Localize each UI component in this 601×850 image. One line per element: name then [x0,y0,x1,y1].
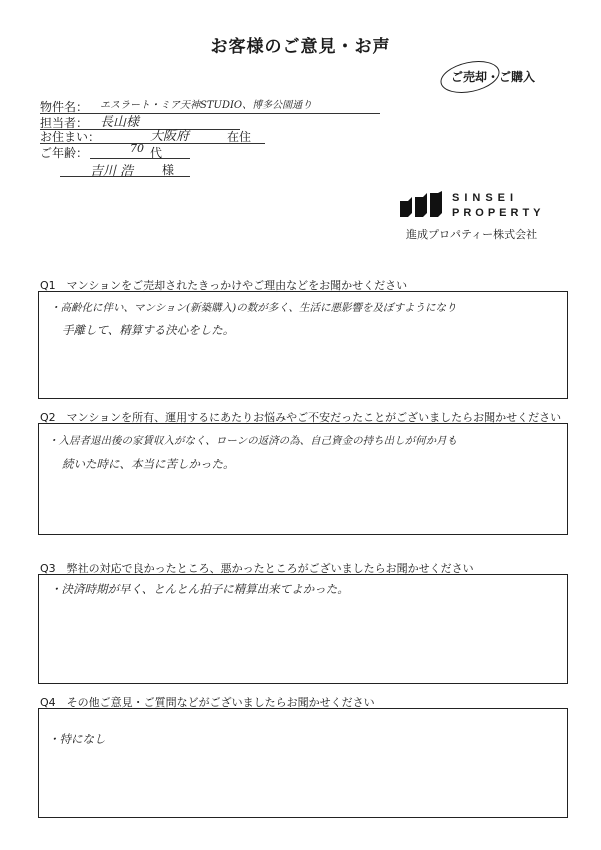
address-value: 大阪府 [150,129,190,144]
staff-label: 担当者： [40,116,89,130]
answer-2-line-2: 続いた時に、本当に苦しかった。 [62,457,235,471]
address-suffix: 在住 [227,130,252,144]
customer-name-suffix: 様 [162,163,175,177]
document-title: お客様のご意見・お声 [210,37,391,57]
company-logo [400,191,442,217]
answer-2-line-1: ・入居者退出後の家賃収入がなく、ローンの返済の為、自己資金の持ち出しが何か月も [48,435,458,447]
age-label: ご年齢： [40,146,89,160]
logo-text-property: PROPERTY [452,207,545,219]
property-label: 物件名： [40,100,89,114]
answer-3-line-1: ・決済時期が早く、とんとん拍子に精算出来てよかった。 [50,582,349,596]
answer-1-line-1: ・高齢化に伴い、マンション(新築購入)の数が多く、生活に悪影響を及ぼすようになり [50,302,457,314]
question-3-label: Q3 弊社の対応で良かったところ、悪かったところがございましたらお聞かせください [40,562,474,575]
question-1-label: Q1 マンションをご売却されたきっかけやご理由などをお聞かせください [40,279,408,292]
customer-name-value: 吉川 浩 [90,164,134,179]
staff-value: 長山様 [100,115,140,130]
answer-4-line-1: ・特になし [48,732,106,746]
age-unit: 代 [150,146,163,160]
property-underline [40,113,380,114]
answer-1-line-2: 手離して、精算する決心をした。 [62,323,235,337]
customer-name-underline [60,176,190,177]
age-value: 70 [130,142,144,155]
answer-4-box [38,708,568,818]
company-name: 進成プロパティー株式会社 [406,228,538,241]
question-4-label: Q4 その他ご意見・ご質問などがございましたらお聞かせください [40,696,375,709]
property-value: エスラート・ミア天神STUDIO、博多公園通り [100,100,313,111]
address-label: お住まい： [40,130,101,144]
question-2-label: Q2 マンションを所有、運用するにあたりお悩みやご不安だったことがございましたらお聞かせください [40,411,562,424]
type-label: ご売却・ご購入 [451,70,536,84]
logo-text-sinsei: SINSEI [452,192,519,204]
age-underline [90,158,190,159]
